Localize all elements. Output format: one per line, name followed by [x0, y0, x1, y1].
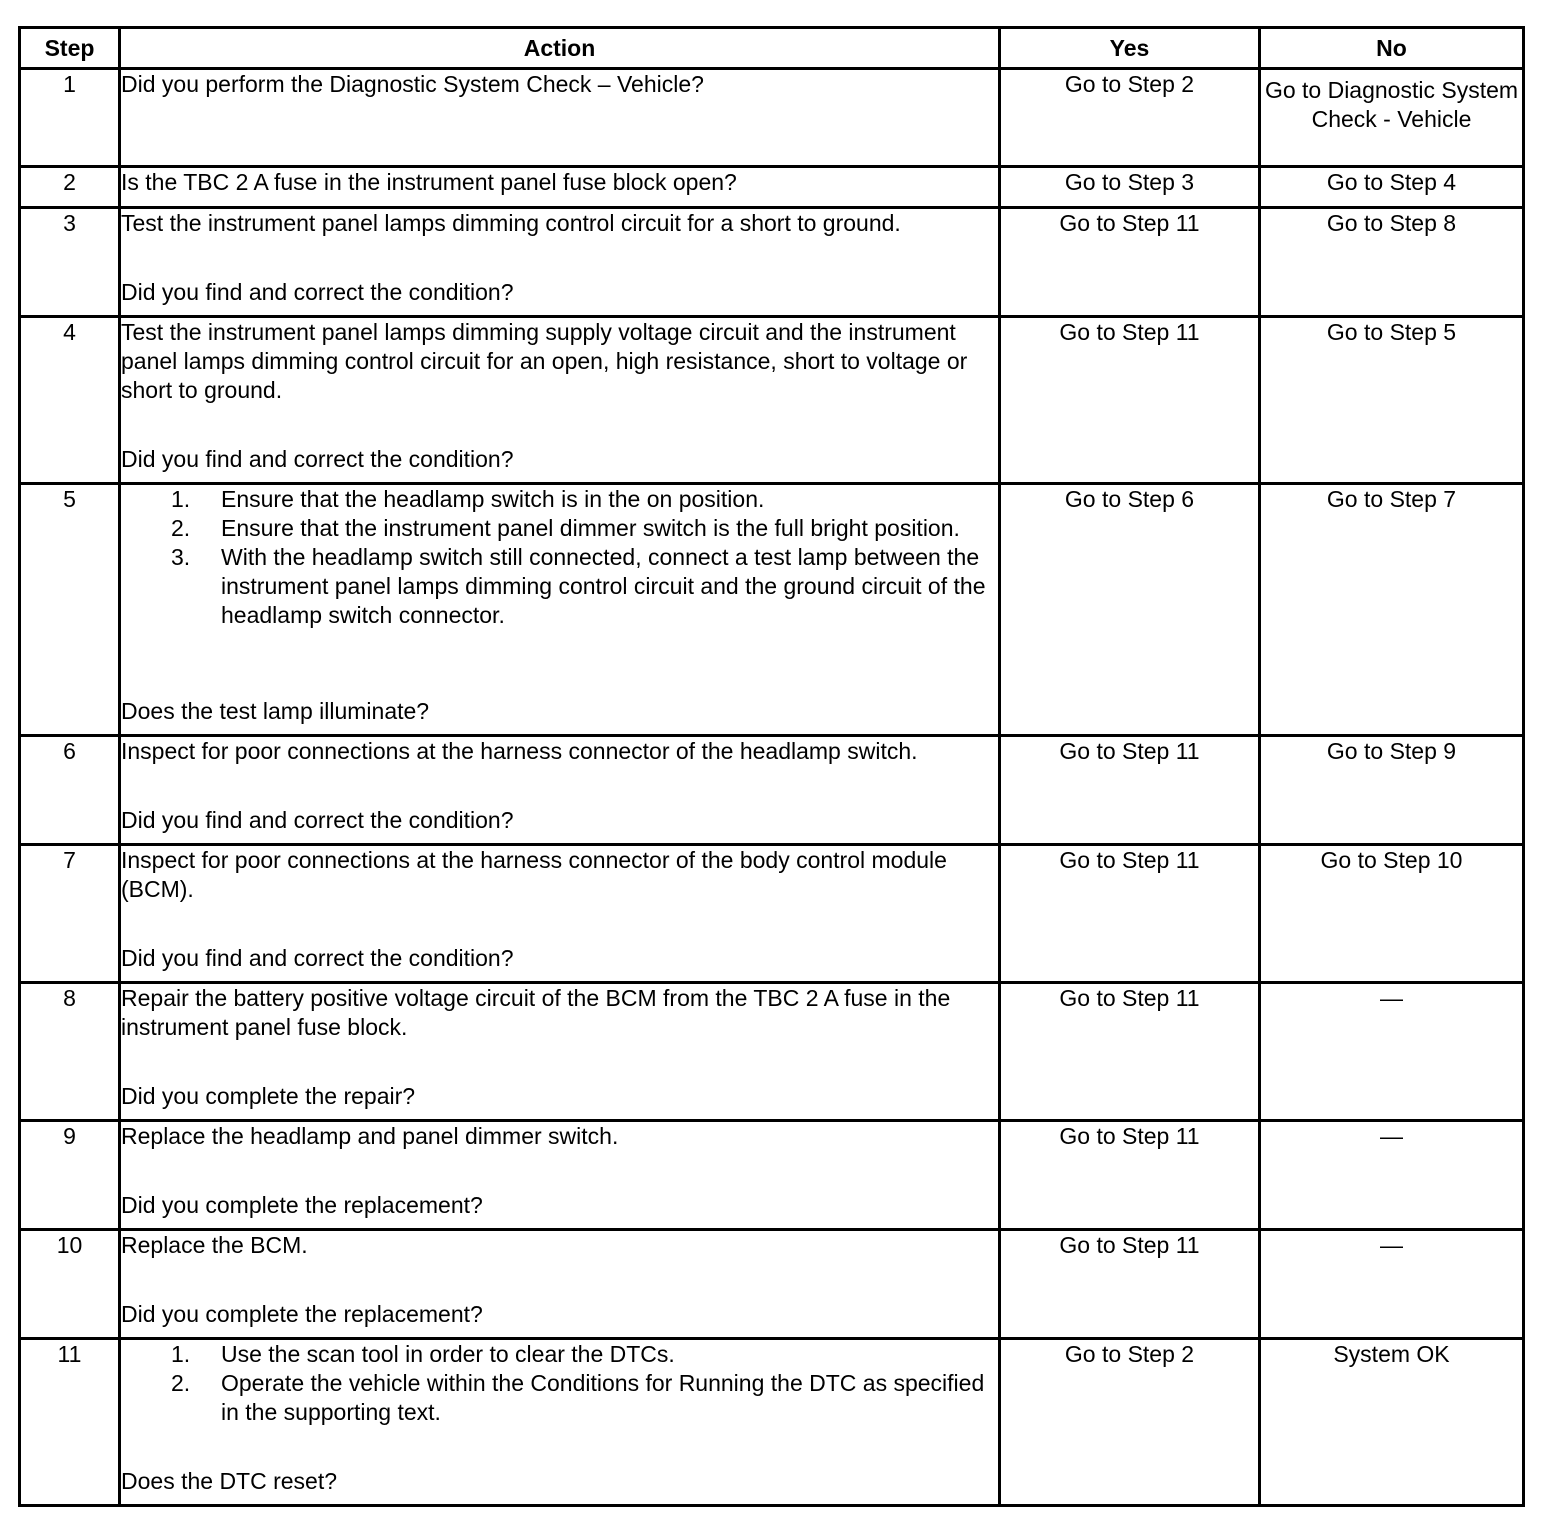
procedure-list	[121, 1340, 998, 1427]
action-text: Did you perform the Diagnostic System Check – Vehicle?	[121, 71, 704, 97]
no-result: Go to Diagnostic System Check - Vehicle	[1260, 69, 1524, 167]
table-row	[20, 845, 1524, 983]
table-row	[20, 484, 1524, 736]
no-result: Go to Step 8	[1260, 208, 1524, 317]
action-question: Did you complete the replacement?	[121, 1301, 483, 1327]
diagnostic-table	[18, 26, 1525, 1507]
action-question: Does the test lamp illuminate?	[121, 698, 430, 724]
no-result: —	[1260, 1230, 1524, 1339]
action-cell	[120, 1339, 1000, 1506]
action-cell	[120, 167, 1000, 208]
list-item-number: 1.	[171, 486, 191, 512]
action-text: Replace the headlamp and panel dimmer switch.	[121, 1123, 619, 1149]
action-question: Did you complete the repair?	[121, 1083, 416, 1109]
yes-result: Go to Step 11	[1000, 1230, 1260, 1339]
table-row	[20, 1121, 1524, 1230]
no-result: Go to Step 5	[1260, 317, 1524, 484]
table-row	[20, 317, 1524, 484]
list-item	[121, 1340, 998, 1369]
action-question: Did you find and correct the condition?	[121, 446, 514, 472]
header-step: Step	[20, 28, 120, 69]
action-cell	[120, 69, 1000, 167]
table-row	[20, 983, 1524, 1121]
step-number: 10	[20, 1230, 120, 1339]
header-row	[20, 28, 1524, 69]
action-cell	[120, 484, 1000, 736]
header-action: Action	[120, 28, 1000, 69]
no-result: Go to Step 9	[1260, 736, 1524, 845]
action-text: Is the TBC 2 A fuse in the instrument panel fuse block open?	[121, 169, 737, 195]
no-result: Go to Step 7	[1260, 484, 1524, 736]
action-question: Did you find and correct the condition?	[121, 279, 514, 305]
step-number: 5	[20, 484, 120, 736]
action-question: Did you complete the replacement?	[121, 1192, 483, 1218]
action-text: Replace the BCM.	[121, 1232, 308, 1258]
list-item-text: Use the scan tool in order to clear the DTCs.	[221, 1341, 675, 1367]
table-row	[20, 208, 1524, 317]
action-text: Test the instrument panel lamps dimming control circuit for a short to ground.	[121, 210, 901, 236]
action-cell	[120, 736, 1000, 845]
list-item-number: 2.	[171, 515, 191, 541]
table-row	[20, 1230, 1524, 1339]
no-result: Go to Step 4	[1260, 167, 1524, 208]
header-no: No	[1260, 28, 1524, 69]
list-item	[121, 1369, 998, 1427]
no-result: System OK	[1260, 1339, 1524, 1506]
step-number: 11	[20, 1339, 120, 1506]
list-item-text: Ensure that the instrument panel dimmer switch is the full bright position.	[221, 515, 960, 541]
table-row	[20, 736, 1524, 845]
action-question: Did you find and correct the condition?	[121, 945, 514, 971]
yes-result: Go to Step 2	[1000, 1339, 1260, 1506]
step-number: 6	[20, 736, 120, 845]
step-number: 8	[20, 983, 120, 1121]
action-cell	[120, 208, 1000, 317]
action-text: Repair the battery positive voltage circuit of the BCM from the TBC 2 A fuse in the instrument panel fuse block.	[121, 985, 951, 1040]
action-text: Inspect for poor connections at the harness connector of the headlamp switch.	[121, 738, 918, 764]
yes-result: Go to Step 6	[1000, 484, 1260, 736]
action-cell	[120, 983, 1000, 1121]
step-number: 7	[20, 845, 120, 983]
procedure-list	[121, 485, 998, 630]
step-number: 4	[20, 317, 120, 484]
yes-result: Go to Step 11	[1000, 736, 1260, 845]
yes-result: Go to Step 11	[1000, 1121, 1260, 1230]
action-question: Did you find and correct the condition?	[121, 807, 514, 833]
list-item-number: 1.	[171, 1341, 191, 1367]
header-yes: Yes	[1000, 28, 1260, 69]
yes-result: Go to Step 11	[1000, 317, 1260, 484]
no-result: —	[1260, 1121, 1524, 1230]
action-cell	[120, 317, 1000, 484]
list-item-text: With the headlamp switch still connected, connect a test lamp between the instrument panel lamps dimming control circuit and the ground circuit of the headlamp switch connector.	[221, 544, 986, 628]
table-row	[20, 167, 1524, 208]
yes-result: Go to Step 3	[1000, 167, 1260, 208]
action-text: Inspect for poor connections at the harness connector of the body control module (BCM).	[121, 847, 947, 902]
no-result: Go to Step 10	[1260, 845, 1524, 983]
action-cell	[120, 1230, 1000, 1339]
list-item-number: 3.	[171, 544, 191, 570]
step-number: 1	[20, 69, 120, 167]
list-item-number: 2.	[171, 1370, 191, 1396]
list-item	[121, 514, 998, 543]
list-item-text: Operate the vehicle within the Conditions for Running the DTC as specified in the supporting text.	[221, 1370, 985, 1425]
action-question: Does the DTC reset?	[121, 1468, 338, 1494]
table-row	[20, 1339, 1524, 1506]
yes-result: Go to Step 2	[1000, 69, 1260, 167]
table-row	[20, 69, 1524, 167]
step-number: 2	[20, 167, 120, 208]
list-item	[121, 543, 998, 630]
step-number: 3	[20, 208, 120, 317]
action-cell	[120, 845, 1000, 983]
list-item-text: Ensure that the headlamp switch is in the on position.	[221, 486, 765, 512]
action-text: Test the instrument panel lamps dimming supply voltage circuit and the instrument panel lamps dimming control circuit for an open, high resistance, short to voltage or short to ground.	[121, 319, 968, 403]
no-result: —	[1260, 983, 1524, 1121]
yes-result: Go to Step 11	[1000, 845, 1260, 983]
yes-result: Go to Step 11	[1000, 983, 1260, 1121]
yes-result: Go to Step 11	[1000, 208, 1260, 317]
step-number: 9	[20, 1121, 120, 1230]
action-cell	[120, 1121, 1000, 1230]
list-item	[121, 485, 998, 514]
